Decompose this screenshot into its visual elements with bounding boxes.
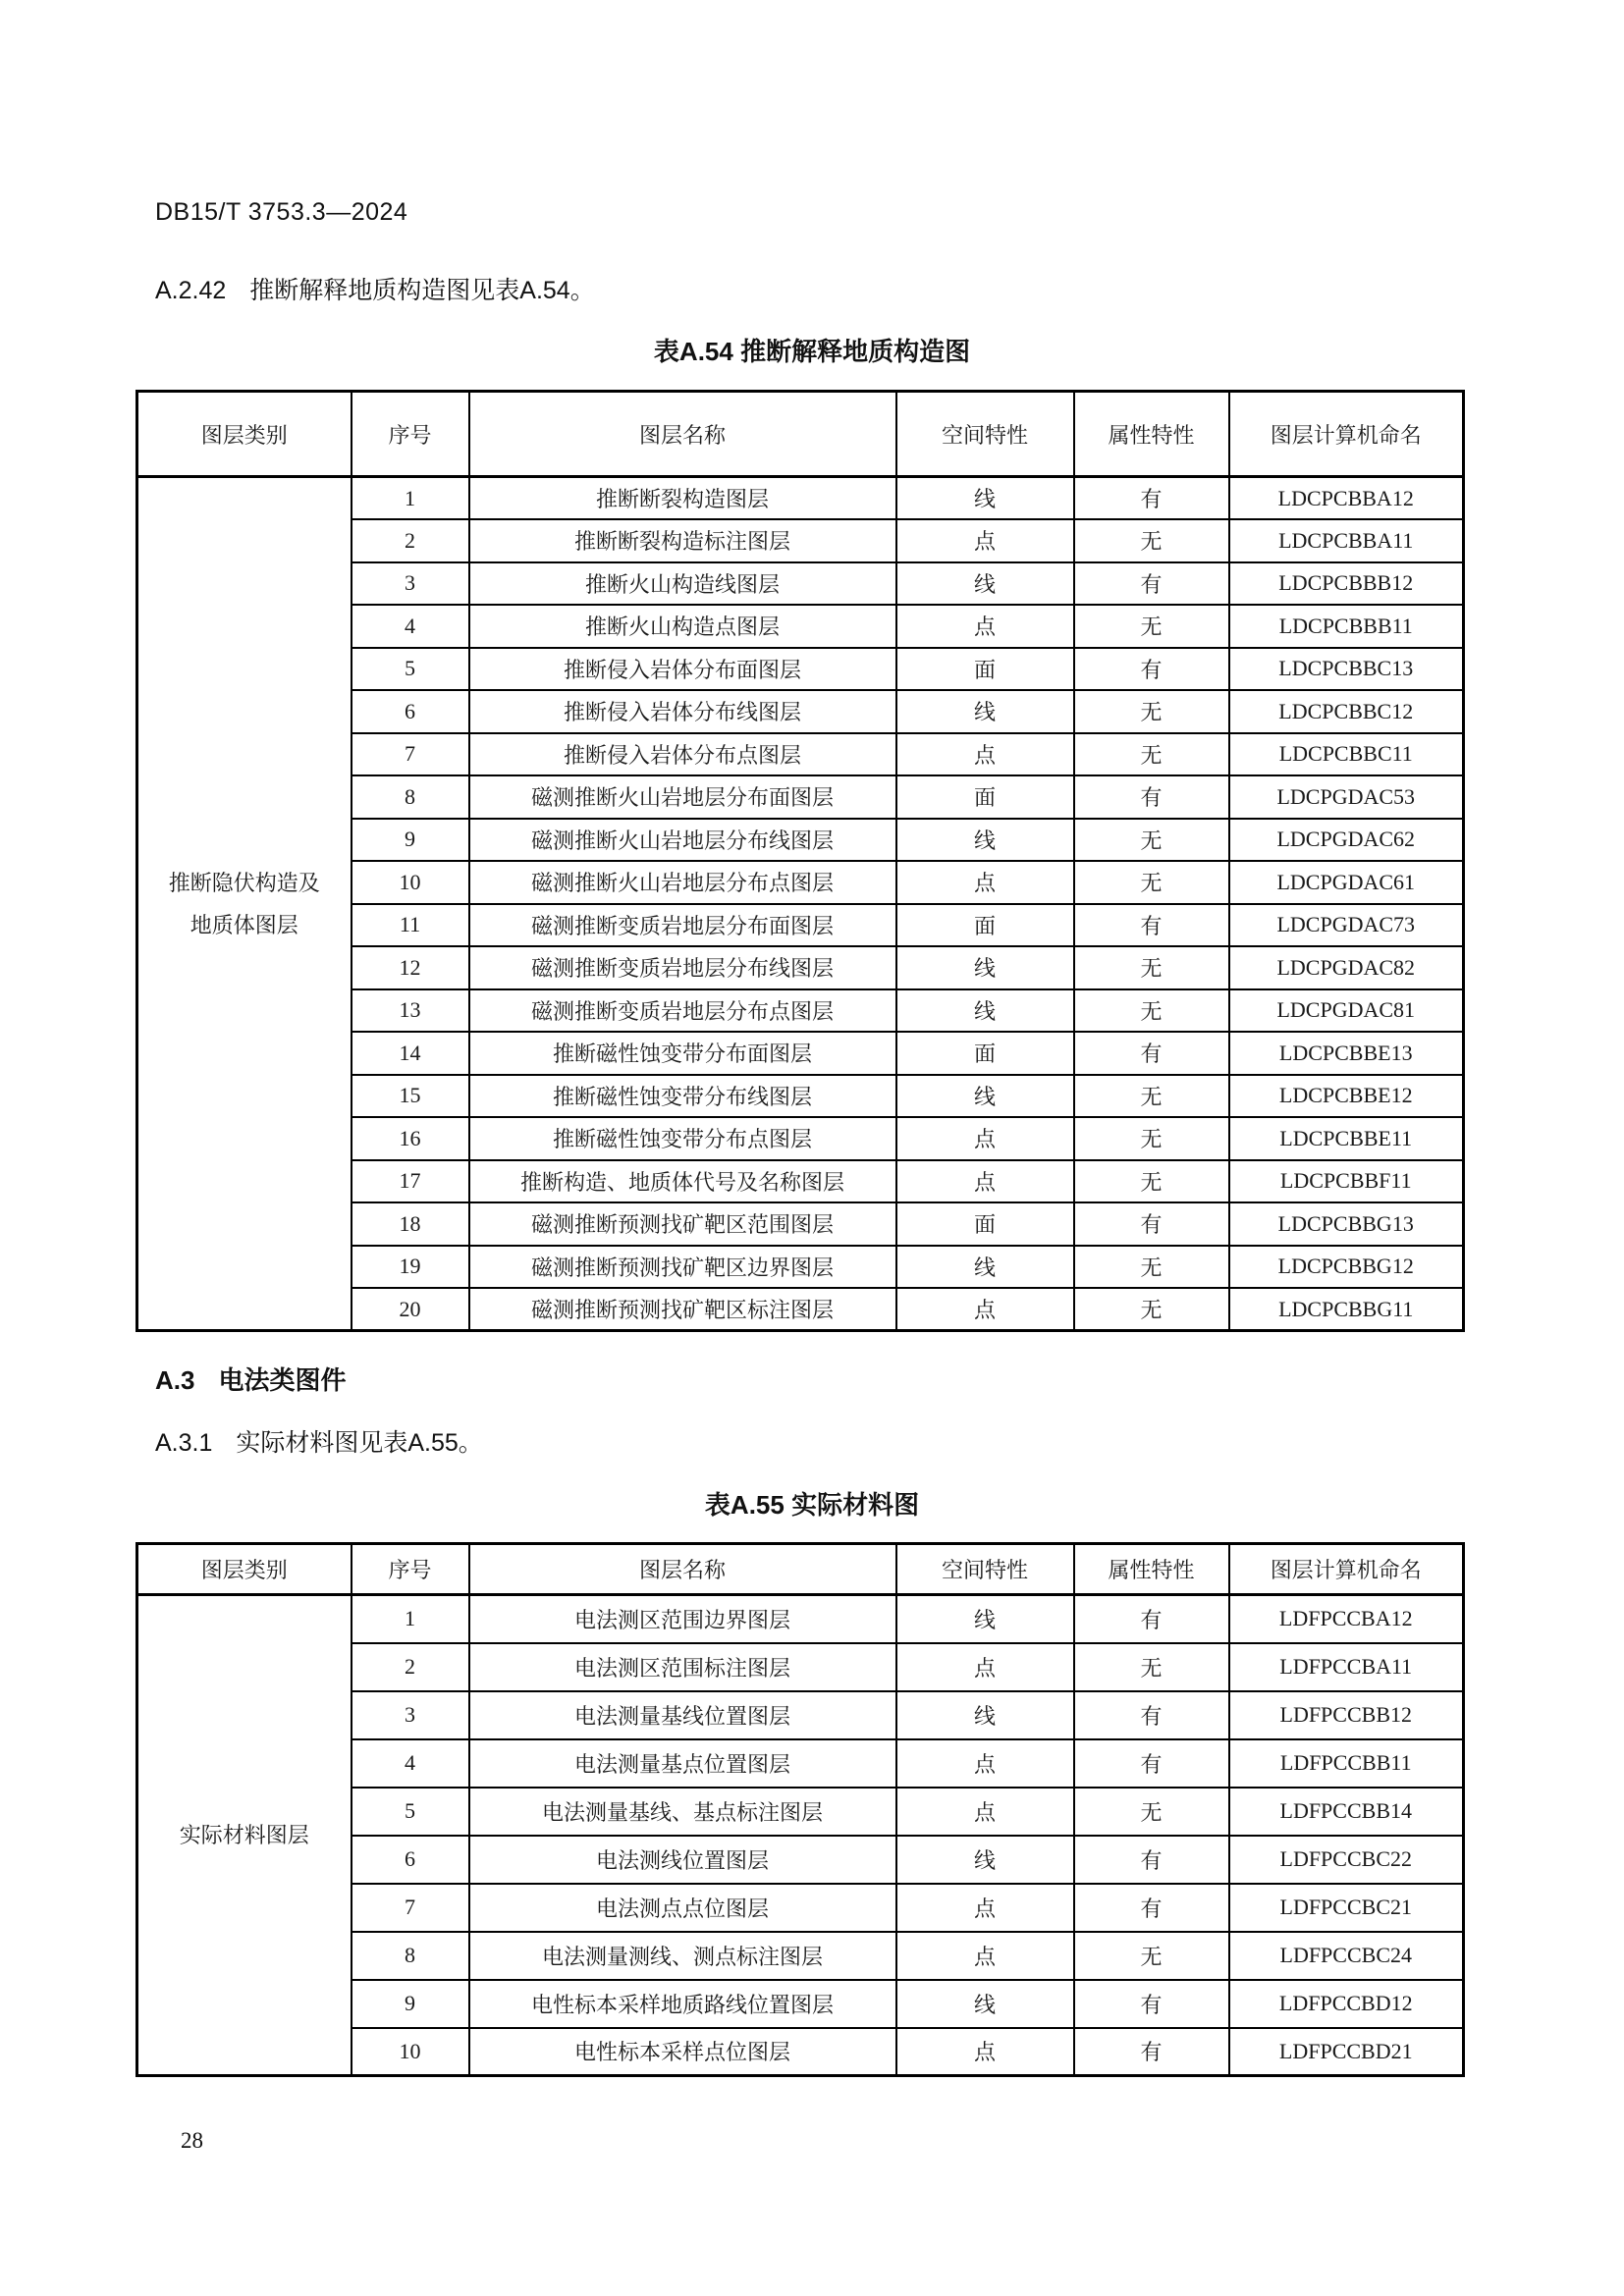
- spatial-type: 点: [896, 1884, 1074, 1932]
- attribute-flag: 有: [1074, 1836, 1229, 1884]
- computer-name: LDCPGDAC73: [1229, 904, 1464, 947]
- row-number: 1: [352, 1595, 469, 1643]
- spatial-type: 线: [896, 1691, 1074, 1739]
- attribute-flag: 无: [1074, 1788, 1229, 1836]
- layer-name: 电法测量基点位置图层: [469, 1739, 896, 1788]
- spatial-type: 线: [896, 1075, 1074, 1118]
- column-header: 图层名称: [469, 1544, 896, 1595]
- computer-name: LDFPCCBC21: [1229, 1884, 1464, 1932]
- computer-name: LDFPCCBB11: [1229, 1739, 1464, 1788]
- computer-name: LDCPGDAC62: [1229, 819, 1464, 862]
- computer-name: LDCPCBBF11: [1229, 1160, 1464, 1203]
- table-body: [137, 1595, 1464, 2076]
- layer-name: 磁测推断预测找矿靶区边界图层: [469, 1246, 896, 1289]
- layer-name: 磁测推断变质岩地层分布面图层: [469, 904, 896, 947]
- layer-name: 推断侵入岩体分布线图层: [469, 690, 896, 733]
- section-number: A.3: [155, 1365, 195, 1395]
- attribute-flag: 有: [1074, 1595, 1229, 1643]
- spatial-type: 点: [896, 733, 1074, 776]
- page-number: 28: [181, 2128, 203, 2153]
- layer-name: 推断断裂构造图层: [469, 477, 896, 520]
- column-header: 空间特性: [896, 1544, 1074, 1595]
- table-a55: [135, 1542, 1465, 2077]
- attribute-flag: 无: [1074, 989, 1229, 1033]
- layer-name: 电性标本采样地质路线位置图层: [469, 1980, 896, 2028]
- layer-name: 推断磁性蚀变带分布点图层: [469, 1117, 896, 1160]
- layer-name: 磁测推断火山岩地层分布点图层: [469, 861, 896, 904]
- attribute-flag: 无: [1074, 1117, 1229, 1160]
- clause-number: A.3.1: [155, 1429, 213, 1457]
- computer-name: LDCPCBBB11: [1229, 605, 1464, 648]
- computer-name: LDCPGDAC61: [1229, 861, 1464, 904]
- computer-name: LDCPCBBE13: [1229, 1032, 1464, 1075]
- attribute-flag: 有: [1074, 2028, 1229, 2076]
- computer-name: LDCPGDAC53: [1229, 775, 1464, 819]
- column-header: 图层计算机命名: [1229, 392, 1464, 477]
- column-header: 图层计算机命名: [1229, 1544, 1464, 1595]
- row-number: 7: [352, 733, 469, 776]
- spatial-type: 面: [896, 648, 1074, 691]
- attribute-flag: 无: [1074, 1643, 1229, 1691]
- attribute-flag: 有: [1074, 775, 1229, 819]
- row-number: 16: [352, 1117, 469, 1160]
- section-heading-a3: [155, 1361, 346, 1397]
- column-header: 属性特性: [1074, 392, 1229, 477]
- computer-name: LDFPCCBC24: [1229, 1932, 1464, 1980]
- computer-name: LDCPGDAC81: [1229, 989, 1464, 1033]
- row-number: 10: [352, 861, 469, 904]
- row-number: 9: [352, 1980, 469, 2028]
- spatial-type: 点: [896, 519, 1074, 562]
- spatial-type: 线: [896, 1836, 1074, 1884]
- attribute-flag: 有: [1074, 648, 1229, 691]
- computer-name: LDFPCCBD21: [1229, 2028, 1464, 2076]
- column-header: 序号: [352, 392, 469, 477]
- spatial-type: 面: [896, 1032, 1074, 1075]
- layer-name: 磁测推断变质岩地层分布点图层: [469, 989, 896, 1033]
- spatial-type: 点: [896, 1739, 1074, 1788]
- attribute-flag: 无: [1074, 1075, 1229, 1118]
- row-number: 6: [352, 1836, 469, 1884]
- attribute-flag: 有: [1074, 1691, 1229, 1739]
- spatial-type: 点: [896, 2028, 1074, 2076]
- row-number: 1: [352, 477, 469, 520]
- spatial-type: 面: [896, 1202, 1074, 1246]
- row-number: 13: [352, 989, 469, 1033]
- attribute-flag: 无: [1074, 690, 1229, 733]
- attribute-flag: 无: [1074, 605, 1229, 648]
- layer-name: 电法测量基线位置图层: [469, 1691, 896, 1739]
- spatial-type: 线: [896, 1595, 1074, 1643]
- row-number: 10: [352, 2028, 469, 2076]
- column-header: 空间特性: [896, 392, 1074, 477]
- layer-name: 推断侵入岩体分布点图层: [469, 733, 896, 776]
- row-number: 5: [352, 648, 469, 691]
- attribute-flag: 无: [1074, 861, 1229, 904]
- computer-name: LDFPCCBA11: [1229, 1643, 1464, 1691]
- column-header: 图层类别: [137, 1544, 352, 1595]
- attribute-flag: 有: [1074, 1884, 1229, 1932]
- row-number: 4: [352, 605, 469, 648]
- layer-category: 推断隐伏构造及地质体图层: [168, 870, 320, 937]
- row-number: 14: [352, 1032, 469, 1075]
- row-number: 5: [352, 1788, 469, 1836]
- attribute-flag: 无: [1074, 1246, 1229, 1289]
- computer-name: LDCPCBBC13: [1229, 648, 1464, 691]
- clause-a3-1: [155, 1423, 483, 1459]
- row-number: 7: [352, 1884, 469, 1932]
- row-number: 4: [352, 1739, 469, 1788]
- spatial-type: 面: [896, 904, 1074, 947]
- computer-name: LDFPCCBC22: [1229, 1836, 1464, 1884]
- attribute-flag: 无: [1074, 1160, 1229, 1203]
- computer-name: LDCPCBBG11: [1229, 1288, 1464, 1331]
- spatial-type: 点: [896, 1160, 1074, 1203]
- table-a54: [135, 390, 1465, 1332]
- layer-category-cell: [137, 1595, 352, 2076]
- column-header: 序号: [352, 1544, 469, 1595]
- layer-name: 电法测量基线、基点标注图层: [469, 1788, 896, 1836]
- spatial-type: 点: [896, 1788, 1074, 1836]
- attribute-flag: 无: [1074, 819, 1229, 862]
- spatial-type: 线: [896, 819, 1074, 862]
- layer-name: 电法测区范围边界图层: [469, 1595, 896, 1643]
- attribute-flag: 有: [1074, 1032, 1229, 1075]
- table-body: [137, 477, 1464, 1331]
- column-header: 图层类别: [137, 392, 352, 477]
- row-number: 2: [352, 519, 469, 562]
- document-id: DB15/T 3753.3—2024: [155, 198, 408, 226]
- layer-name: 磁测推断预测找矿靶区标注图层: [469, 1288, 896, 1331]
- row-number: 11: [352, 904, 469, 947]
- layer-name: 电性标本采样点位图层: [469, 2028, 896, 2076]
- attribute-flag: 有: [1074, 1739, 1229, 1788]
- row-number: 15: [352, 1075, 469, 1118]
- attribute-flag: 有: [1074, 477, 1229, 520]
- spatial-type: 点: [896, 1117, 1074, 1160]
- layer-name: 电法测量测线、测点标注图层: [469, 1932, 896, 1980]
- computer-name: LDCPCBBB12: [1229, 562, 1464, 606]
- row-number: 3: [352, 1691, 469, 1739]
- row-number: 20: [352, 1288, 469, 1331]
- spatial-type: 面: [896, 775, 1074, 819]
- computer-name: LDCPGDAC82: [1229, 946, 1464, 989]
- spatial-type: 线: [896, 1980, 1074, 2028]
- layer-name: 磁测推断火山岩地层分布线图层: [469, 819, 896, 862]
- spatial-type: 线: [896, 989, 1074, 1033]
- attribute-flag: 无: [1074, 519, 1229, 562]
- clause-number: A.2.42: [155, 277, 227, 304]
- layer-name: 推断火山构造点图层: [469, 605, 896, 648]
- computer-name: LDCPCBBA12: [1229, 477, 1464, 520]
- computer-name: LDCPCBBC12: [1229, 690, 1464, 733]
- table-row: [137, 477, 1464, 520]
- row-number: 8: [352, 775, 469, 819]
- clause-text: 实际材料图见表A.55。: [236, 1429, 483, 1457]
- layer-name: 磁测推断变质岩地层分布线图层: [469, 946, 896, 989]
- row-number: 6: [352, 690, 469, 733]
- spatial-type: 点: [896, 861, 1074, 904]
- layer-category: 实际材料图层: [179, 1823, 309, 1847]
- spatial-type: 线: [896, 690, 1074, 733]
- row-number: 17: [352, 1160, 469, 1203]
- row-number: 9: [352, 819, 469, 862]
- layer-name: 磁测推断火山岩地层分布面图层: [469, 775, 896, 819]
- computer-name: LDCPCBBE12: [1229, 1075, 1464, 1118]
- table-header-row: [137, 1544, 1464, 1595]
- spatial-type: 点: [896, 1932, 1074, 1980]
- spatial-type: 线: [896, 562, 1074, 606]
- attribute-flag: 无: [1074, 733, 1229, 776]
- row-number: 3: [352, 562, 469, 606]
- computer-name: LDCPCBBA11: [1229, 519, 1464, 562]
- layer-name: 推断磁性蚀变带分布面图层: [469, 1032, 896, 1075]
- table-caption-a55: 表A.55 实际材料图: [704, 1490, 920, 1520]
- layer-name: 电法测区范围标注图层: [469, 1643, 896, 1691]
- layer-name: 推断磁性蚀变带分布线图层: [469, 1075, 896, 1118]
- computer-name: LDCPCBBG12: [1229, 1246, 1464, 1289]
- computer-name: LDCPCBBE11: [1229, 1117, 1464, 1160]
- spatial-type: 线: [896, 1246, 1074, 1289]
- spatial-type: 线: [896, 946, 1074, 989]
- attribute-flag: 无: [1074, 1288, 1229, 1331]
- layer-name: 推断断裂构造标注图层: [469, 519, 896, 562]
- spatial-type: 点: [896, 1643, 1074, 1691]
- clause-text: 推断解释地质构造图见表A.54。: [249, 277, 595, 304]
- spatial-type: 线: [896, 477, 1074, 520]
- attribute-flag: 有: [1074, 562, 1229, 606]
- layer-name: 推断侵入岩体分布面图层: [469, 648, 896, 691]
- layer-name: 推断构造、地质体代号及名称图层: [469, 1160, 896, 1203]
- attribute-flag: 有: [1074, 904, 1229, 947]
- clause-a2-42: [155, 271, 595, 306]
- table-caption-a54: 表A.54 推断解释地质构造图: [653, 337, 971, 366]
- column-header: 图层名称: [469, 392, 896, 477]
- section-title: 电法类图件: [218, 1365, 347, 1395]
- row-number: 8: [352, 1932, 469, 1980]
- table-row: [137, 1595, 1464, 1643]
- layer-name: 电法测线位置图层: [469, 1836, 896, 1884]
- row-number: 2: [352, 1643, 469, 1691]
- computer-name: LDCPCBBC11: [1229, 733, 1464, 776]
- computer-name: LDCPCBBG13: [1229, 1202, 1464, 1246]
- computer-name: LDFPCCBB14: [1229, 1788, 1464, 1836]
- layer-category-cell: [137, 477, 352, 1331]
- column-header: 属性特性: [1074, 1544, 1229, 1595]
- layer-name: 电法测点点位图层: [469, 1884, 896, 1932]
- computer-name: LDFPCCBD12: [1229, 1980, 1464, 2028]
- attribute-flag: 无: [1074, 1932, 1229, 1980]
- spatial-type: 点: [896, 605, 1074, 648]
- computer-name: LDFPCCBB12: [1229, 1691, 1464, 1739]
- row-number: 19: [352, 1246, 469, 1289]
- computer-name: LDFPCCBA12: [1229, 1595, 1464, 1643]
- attribute-flag: 有: [1074, 1202, 1229, 1246]
- layer-name: 推断火山构造线图层: [469, 562, 896, 606]
- spatial-type: 点: [896, 1288, 1074, 1331]
- attribute-flag: 有: [1074, 1980, 1229, 2028]
- layer-name: 磁测推断预测找矿靶区范围图层: [469, 1202, 896, 1246]
- row-number: 18: [352, 1202, 469, 1246]
- attribute-flag: 无: [1074, 946, 1229, 989]
- row-number: 12: [352, 946, 469, 989]
- table-header-row: [137, 392, 1464, 477]
